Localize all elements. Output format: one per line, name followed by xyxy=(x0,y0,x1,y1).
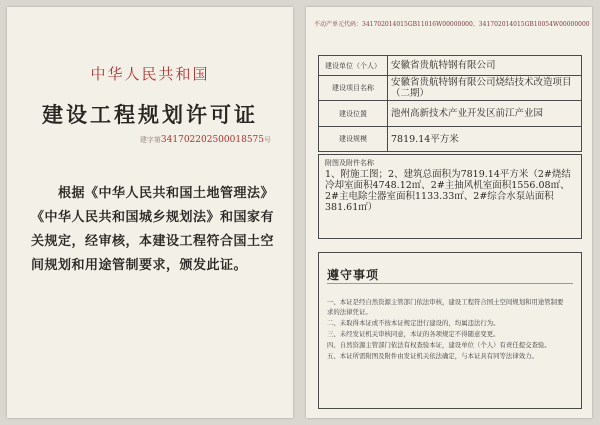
certificate-number xyxy=(140,135,271,145)
field-row-builder xyxy=(319,56,582,76)
attachments-section xyxy=(318,154,582,239)
permit-title: 建设工程规划许可证 xyxy=(42,102,258,127)
country-name: 中华人民共和国 xyxy=(90,65,210,83)
note-item: 四、自然资源主管部门依法有权查验本证，建设单位（个人）有责任提交查验。 xyxy=(327,341,551,349)
unit-code-line: 不动产单元代码：341702014015GB11016W00000000、341702014015GB10054W00000000 xyxy=(314,21,590,28)
field-value: 安徽省贵航特钢有限公司 xyxy=(388,56,582,76)
project-info-table xyxy=(318,55,582,152)
field-label: 建设项目名称 xyxy=(319,76,388,101)
permit-detail-page xyxy=(306,7,592,418)
field-value: 安徽省贵航特钢有限公司烧结技术改造项目（二期） xyxy=(388,76,582,101)
note-item: 五、本证所需附图及附件由发证机关依法确定，与本证具有同等法律效力。 xyxy=(327,352,538,360)
notes-section xyxy=(318,252,582,409)
note-item: 三、未经发证机关审核同意，本证的各项规定不得随意变更。 xyxy=(327,330,500,338)
notes-divider xyxy=(327,283,573,284)
field-label: 建设单位（个人） xyxy=(319,56,388,76)
notes-list xyxy=(327,297,567,362)
cert-prefix: 建字第 xyxy=(139,136,161,144)
field-row-location xyxy=(319,101,582,127)
field-value: 池州高新技术产业开发区前江产业园 xyxy=(388,101,582,127)
attachments-label: 附图及附件名称 xyxy=(325,159,374,167)
note-item: 二、未取得本证或不按本证规定进行建设的，均属违法行为。 xyxy=(327,319,500,327)
field-label: 建设位置 xyxy=(319,101,388,127)
field-row-project-name xyxy=(319,76,582,101)
field-value: 7819.14平方米 xyxy=(388,127,582,152)
issuance-text: 根据《中华人民共和国土地管理法》《中华人民共和国城乡规划法》和国家有关规定，经审核，本建设工程符合国土空间规划和用途管制要求，颁发此证。 xyxy=(31,186,275,273)
field-label: 建设规模 xyxy=(319,127,388,152)
cert-number-value: 341702202500018575 xyxy=(160,135,264,145)
attachments-text: 1、附施工图；2、建筑总面积为7819.14平方米（2#烧结冷却室面积4748.12㎡、2#主抽风机室面积1556.08㎡、2#主电除尘器室面积1133.33㎡、2#综合水泵站面积381.61㎡） xyxy=(325,169,571,213)
notes-title: 遵守事项 xyxy=(327,268,380,282)
permit-cover-page xyxy=(7,7,293,418)
issuance-statement xyxy=(31,182,275,278)
note-item: 一、本证是经自然资源主管部门依法审核，建设工程符合国土空间规划和用途管制要求的法律凭证。 xyxy=(327,298,564,316)
field-row-scale xyxy=(319,127,582,152)
cert-suffix: 号 xyxy=(264,136,271,144)
